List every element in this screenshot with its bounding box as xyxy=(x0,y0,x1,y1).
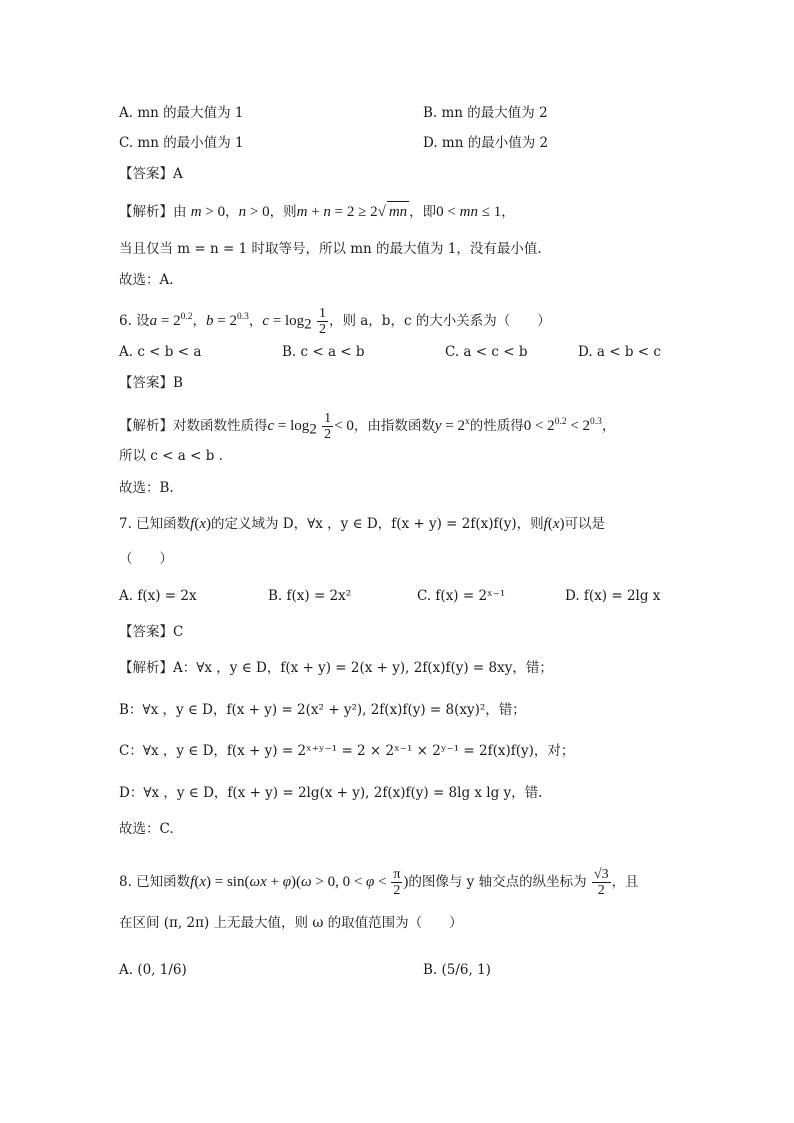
q8-option-b: B. (5/6, 1) xyxy=(423,962,491,978)
q7-option-a: A. f(x) = 2x xyxy=(119,588,197,604)
q5-option-d: D. mn 的最小值为 2 xyxy=(423,135,549,151)
q6-analysis-line-2: 所以 c < a < b . xyxy=(119,448,223,464)
q7-analysis-b: B：∀x ，y ∈ D，f(x + y) = 2(x² + y²), 2f(x)f(y) = 8(xy)²，错； xyxy=(119,702,526,718)
q8-stem-line-1: 8. 已知函数f(x) = sin(ωx + φ)(ω > 0, 0 < φ < $\frac{\pi}{2}$ )的图像与 y 轴交点的纵坐标为 $\frac{√3}{2}$ ，且 xyxy=(119,867,639,898)
q7-stem-paren: （ ） xyxy=(119,551,173,567)
q5-answer: 【答案】A xyxy=(119,166,183,182)
q7-option-b: B. f(x) = 2x² xyxy=(268,588,352,604)
q7-stem: 7. 已知函数f(x)的定义域为 D，∀x ，y ∈ D，f(x + y) = 2f(x)f(y)，则f(x)可以是 xyxy=(119,516,606,532)
q6-option-a: A. c < b < a xyxy=(119,344,202,360)
q7-analysis-a: 【解析】A：∀x ，y ∈ D，f(x + y) = 2(x + y), 2f(x)f(y) = 8xy，错； xyxy=(119,660,553,676)
q6-analysis-line-1: 【解析】对数函数性质得$c = \log_2$ $\frac{1}{2}$ < 0，由指数函数$y = 2^x$的性质得$0 < 2^{0.2} < 2^{0.3}$， xyxy=(119,411,616,442)
q7-conclusion: 故选：C. xyxy=(119,821,174,837)
q7-option-c: C. f(x) = 2ˣ⁻¹ xyxy=(417,588,506,604)
q8-stem-line-2: 在区间 (π, 2π) 上无最大值，则 ω 的取值范围为（ ） xyxy=(119,915,463,931)
q5-option-b: B. mn 的最大值为 2 xyxy=(423,105,548,121)
q5-option-c: C. mn 的最小值为 1 xyxy=(119,135,244,151)
q6-answer: 【答案】B xyxy=(119,375,183,391)
q8-option-a: A. (0, 1/6) xyxy=(119,962,187,978)
q7-analysis-c: C：∀x ，y ∈ D，f(x + y) = 2ˣ⁺ʸ⁻¹ = 2 × 2ˣ⁻¹ × 2ʸ⁻¹ = 2f(x)f(y)，对； xyxy=(119,743,575,759)
q5-conclusion: 故选：A. xyxy=(119,272,174,288)
q5-option-a: A. mn 的最大值为 1 xyxy=(119,105,244,121)
q6-stem: 6. 设$a = 2^{0.2}$，$b = 2^{0.3}$，$c = \log_2$ $\frac{1}{2}$ ，则 a，b，c 的大小关系为（ ） xyxy=(119,306,551,337)
q5-analysis-line-1: 【解析】由 m > 0，n > 0，则m + n = 2 ≥ 2√ mn ，即0 < mn ≤ 1， xyxy=(119,201,515,222)
q6-option-b: B. c < a < b xyxy=(282,344,365,360)
q7-analysis-d: D：∀x ，y ∈ D，f(x + y) = 2lg(x + y), 2f(x)f(y) = 8lg x lg y，错. xyxy=(119,785,543,801)
q5-analysis-line-2: 当且仅当 m = n = 1 时取等号，所以 mn 的最大值为 1，没有最小值. xyxy=(119,241,542,257)
q7-answer: 【答案】C xyxy=(119,624,184,640)
q6-option-c: C. a < c < b xyxy=(445,344,528,360)
q7-option-d: D. f(x) = 2lg x xyxy=(565,588,661,604)
q6-option-d: D. a < b < c xyxy=(578,344,661,360)
q6-conclusion: 故选：B. xyxy=(119,480,174,496)
half-fraction: $\frac{1}{2}$ xyxy=(318,306,326,337)
